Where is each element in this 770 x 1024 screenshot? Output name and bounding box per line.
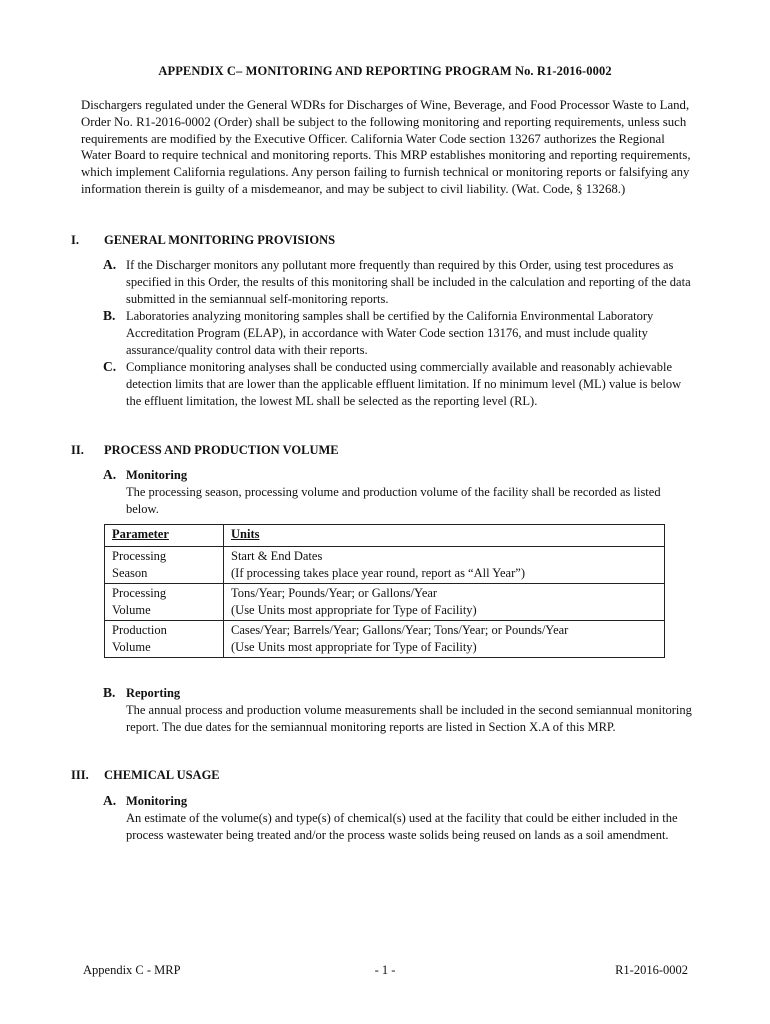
section-numeral: I. <box>71 233 79 247</box>
intro-paragraph: Dischargers regulated under the General WDRs for Discharges of Wine, Beverage, and Food Processor Waste to Land, Order No. R1-2016-0002 (Order) shall be subject to the following monitoring and reporting requirements, unless such requirements are modified by the Executive Officer. California Water Code section 13267 authorizes the Regional Water Board to require technical and monitoring reports. This MRP establishes monitoring and reporting requirements, which implement California regulations. Any person failing to furnish technical or monitoring reports or falsifying any information therein is guilty of a misdemeanor, and may be subject to civil liability. (Wat. Code, § 13268.) <box>81 98 691 196</box>
section-heading-iii <box>71 768 220 783</box>
parameter-table <box>104 524 665 658</box>
item-letter: B. <box>103 685 116 700</box>
process-reporting-item <box>103 685 693 735</box>
item-text: Compliance monitoring analyses shall be conducted using commercially available and reasonably achievable detection limits that are lower than the applicable effluent limitation. If no minimum level (ML) value is below the effluent limitation, the lowest ML shall be selected as the reporting level (RL). <box>126 360 682 408</box>
table-row <box>105 584 665 621</box>
table-row <box>105 621 665 658</box>
item-text: The annual process and production volume measurements shall be included in the second semiannual monitoring report. The due dates for the semiannual monitoring reports are listed in Section X.A of this MRP. <box>126 702 692 734</box>
table-row <box>105 547 665 584</box>
item-subtitle: Monitoring <box>126 794 188 808</box>
item-letter: A. <box>103 467 117 482</box>
parameter-cell: Production Volume <box>105 621 224 658</box>
item-letter: C. <box>103 359 117 374</box>
item-text: If the Discharger monitors any pollutant more frequently than required by this Order, using test procedures as specified in this Order, the results of this monitoring shall be included in the calculation and reporting of the data submitted in the semiannual self-monitoring reports. <box>126 258 691 306</box>
provision-item-c <box>103 359 693 409</box>
section-heading-i <box>71 233 335 248</box>
table-header-row <box>105 525 665 547</box>
units-cell: Start & End Dates (If processing takes place year round, report as “All Year”) <box>224 547 665 584</box>
section-numeral: II. <box>71 443 84 457</box>
header-parameter: Parameter <box>105 525 224 547</box>
parameter-cell: Processing Season <box>105 547 224 584</box>
section-numeral: III. <box>71 768 89 782</box>
document-title: APPENDIX C– MONITORING AND REPORTING PROGRAM No. R1-2016-0002 <box>158 64 612 78</box>
item-letter: B. <box>103 308 116 323</box>
item-subtitle: Monitoring <box>126 468 188 482</box>
provision-item-b <box>103 308 693 358</box>
item-subtitle: Reporting <box>126 686 181 700</box>
footer-right: R1-2016-0002 <box>615 963 688 977</box>
section-heading-ii <box>71 443 339 458</box>
item-text: An estimate of the volume(s) and type(s) of chemical(s) used at the facility that could be either included in the process wastewater being treated and/or the process waste solids being reused on lands as a soil amendment. <box>126 810 678 842</box>
units-cell: Cases/Year; Barrels/Year; Gallons/Year; Tons/Year; or Pounds/Year (Use Units most appropriate for Type of Facility) <box>224 621 665 658</box>
section-title: GENERAL MONITORING PROVISIONS <box>104 233 336 247</box>
item-text: Laboratories analyzing monitoring samples shall be certified by the California Environmental Laboratory Accreditation Program (ELAP), in accordance with Water Code section 13176, and must include quality assurance/quality control data with their reports. <box>126 309 654 357</box>
page-number: - 1 - <box>374 963 396 977</box>
section-title: CHEMICAL USAGE <box>104 768 220 782</box>
chemical-monitoring-item <box>103 793 693 843</box>
item-letter: A. <box>103 793 117 808</box>
section-title: PROCESS AND PRODUCTION VOLUME <box>104 443 339 457</box>
parameter-cell: Processing Volume <box>105 584 224 621</box>
header-units: Units <box>224 525 665 547</box>
footer-left: Appendix C - MRP <box>83 963 181 977</box>
process-monitoring-item <box>103 467 693 517</box>
units-cell: Tons/Year; Pounds/Year; or Gallons/Year (Use Units most appropriate for Type of Facility) <box>224 584 665 621</box>
item-letter: A. <box>103 257 117 272</box>
provision-item-a <box>103 257 693 307</box>
item-text: The processing season, processing volume and production volume of the facility shall be recorded as listed below. <box>126 484 661 516</box>
